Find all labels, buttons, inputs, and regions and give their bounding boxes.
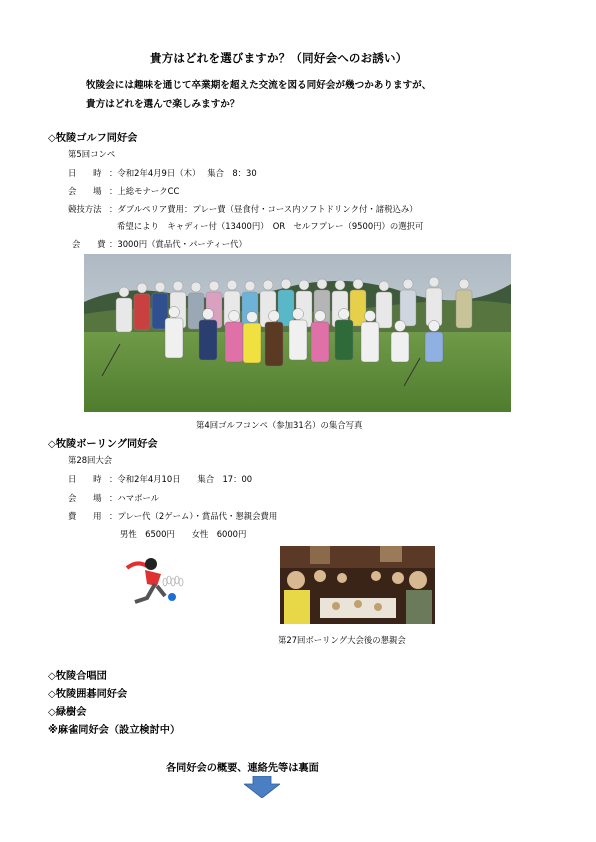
bowling-venue-label: 会 場 xyxy=(68,493,102,503)
bowling-heading: ◇牧陵ボーリング同好会 xyxy=(48,439,158,450)
golf-date-row xyxy=(68,167,257,179)
golf-fee-value: ：3000円（賞品代・パーティー代） xyxy=(109,239,247,249)
golf-event: 第5回コンペ xyxy=(68,149,116,159)
golf-group-photo xyxy=(84,254,511,412)
bowling-venue-row xyxy=(68,492,159,504)
down-arrow-icon xyxy=(244,776,280,798)
bowling-date-row xyxy=(68,473,252,485)
bowler-clipart xyxy=(117,550,187,610)
golf-fee-row xyxy=(72,238,247,250)
golf-method-label: 競技方法 xyxy=(68,204,102,214)
golf-photo-illustration xyxy=(84,254,511,412)
golf-fee-label: 会 費 xyxy=(72,239,106,249)
bowling-fee-value: ：プレー代（2ゲーム）・賞品代・懇親会費用 xyxy=(109,511,278,521)
bowling-photo-illustration xyxy=(280,546,435,624)
golf-method-row xyxy=(68,203,418,215)
golf-venue-row xyxy=(68,185,179,197)
bowling-venue-value: ：ハマボール xyxy=(109,493,160,503)
bowling-party-photo xyxy=(280,546,435,624)
club-choir: ◇牧陵合唱団 xyxy=(48,671,107,682)
golf-option-line: 希望により キャディー付（13400円） OR セルフプレー（9500円）の選択可 xyxy=(117,221,424,231)
golf-date-value: ：令和2年4月9日（木） 集合 8：30 xyxy=(109,168,257,178)
intro-line-2: 貴方はどれを選んで楽しみますか？ xyxy=(86,99,240,110)
bowling-fee-detail: 男性 6500円 女性 6000円 xyxy=(120,529,247,539)
bowling-fee-row xyxy=(68,510,277,522)
bowling-fee-label: 費 用 xyxy=(68,511,102,521)
intro-line-1: 牧陵会には趣味を通じて卒業期を超えた交流を図る同好会が幾つかありますが、 xyxy=(86,80,432,91)
bowling-date-label: 日 時 xyxy=(68,474,102,484)
club-ryokuju: ◇緑樹会 xyxy=(48,707,87,718)
club-mahjong: ※麻雀同好会（設立検討中） xyxy=(48,725,181,736)
bowling-photo-caption: 第27回ボーリング大会後の懇親会 xyxy=(278,635,406,645)
golf-method-value: ：ダブルペリア費用：プレー費（昼食付・コース内ソフトドリンク付・諸税込み） xyxy=(109,204,418,214)
golf-heading: ◇牧陵ゴルフ同好会 xyxy=(48,133,138,144)
bowling-date-value: ：令和2年4月10日 集合 17：00 xyxy=(109,474,253,484)
bowling-event: 第28回大会 xyxy=(68,455,113,465)
footer-note: 各同好会の概要、連絡先等は裏面 xyxy=(166,763,319,774)
golf-date-label: 日 時 xyxy=(68,168,102,178)
bowler-icon xyxy=(117,550,187,610)
golf-venue-value: ：上総モナークCC xyxy=(109,186,180,196)
golf-photo-caption: 第4回ゴルフコンペ（参加31名）の集合写真 xyxy=(196,420,363,430)
club-go: ◇牧陵囲碁同好会 xyxy=(48,689,128,700)
page-title: 貴方はどれを選びますか？（同好会へのお誘い） xyxy=(150,51,408,65)
golf-venue-label: 会 場 xyxy=(68,186,102,196)
